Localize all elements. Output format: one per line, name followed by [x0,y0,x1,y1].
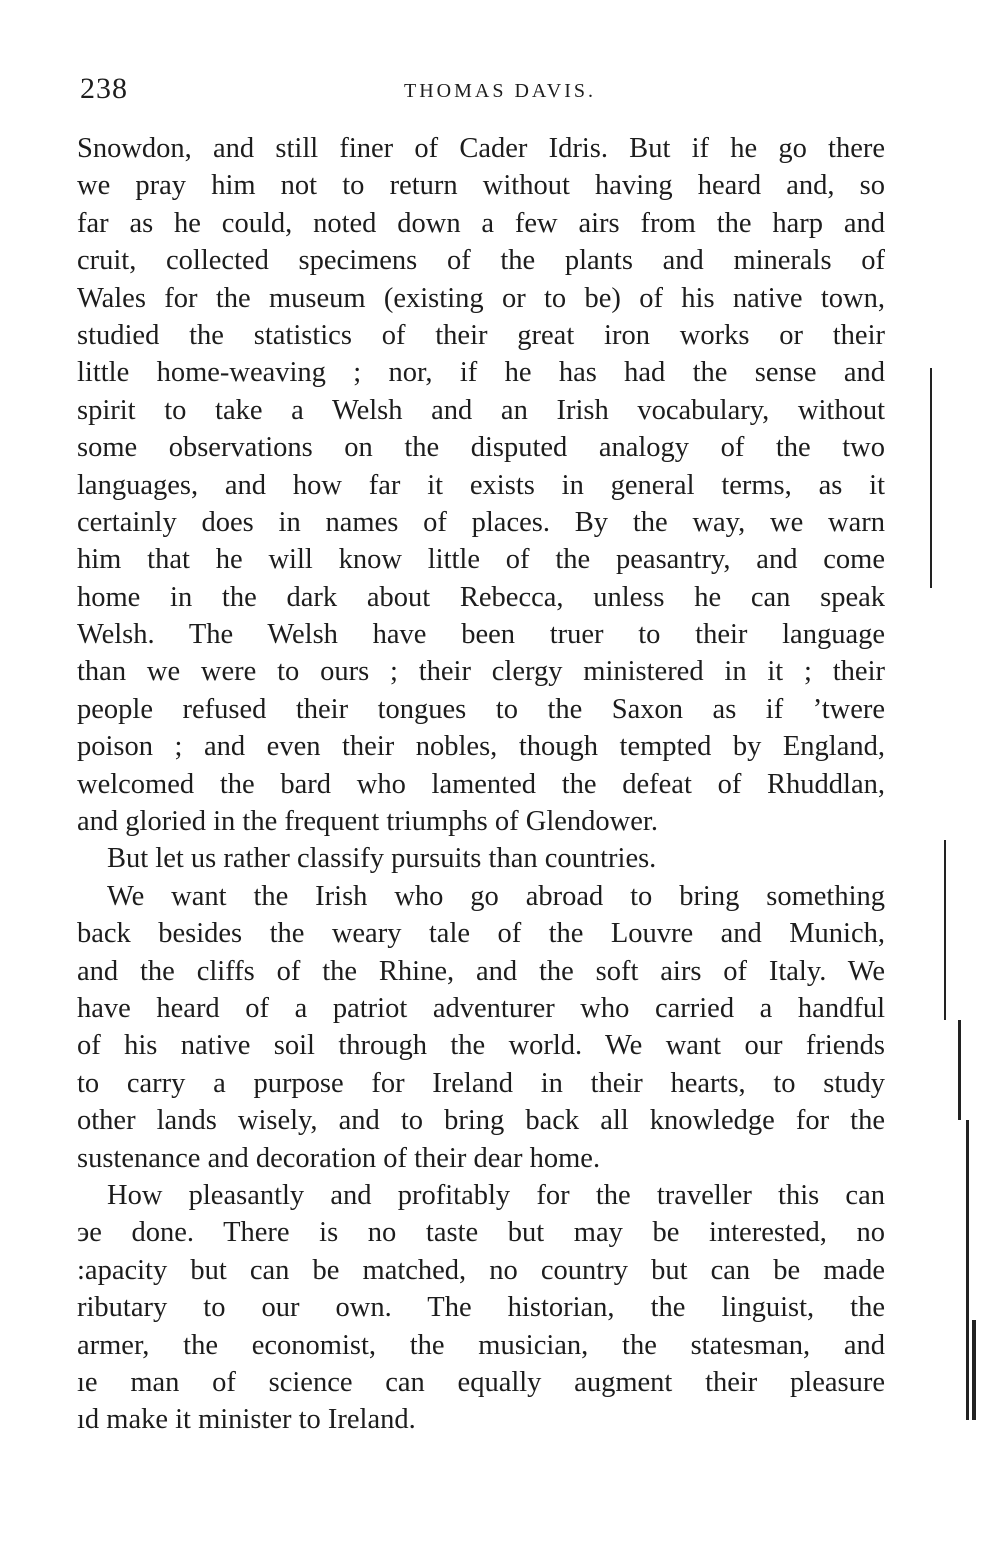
text-line: Wales for the museum (existing or to be) of his native town, [77,282,885,314]
text-line: We want the Irish who go abroad to bring something [107,880,885,912]
text-line: poison ; and even their nobles, though tempted by England, [77,731,885,763]
text-line: little home-weaving ; nor, if he has had the sense and [77,357,885,389]
text-line: spirit to take a Welsh and an Irish vocabulary, without [77,394,885,426]
text-line: Snowdon, and still finer of Cader Idris. But if he go there [77,133,885,164]
text-line: to carry a purpose for Ireland in their hearts, to study [77,1067,885,1099]
margin-scan-mark [930,368,932,588]
text-line: studied the statistics of their great iron works or their [77,319,885,351]
text-line: But let us rather classify pursuits than countries. [107,843,657,875]
text-line: than we were to ours ; their clergy ministered in it ; their [77,656,885,688]
margin-scan-mark [958,1020,961,1120]
text-line: cruit, collected specimens of the plants and minerals of [77,245,885,277]
running-head: THOMAS DAVIS. [404,80,596,102]
text-line: ributary to our own. The historian, the linguist, the [77,1292,885,1324]
text-line: home in the dark about Rebecca, unless he can speak [77,581,885,613]
text-line: back besides the weary tale of the Louvre and Munich, [77,918,885,950]
text-line: Welsh. The Welsh have been truer to their language [77,619,885,651]
text-line: sustenance and decoration of their dear home. [77,1142,601,1174]
text-line: we pray him not to return without having heard and, so [77,170,885,202]
text-line: other lands wisely, and to bring back all knowledge for the [77,1105,885,1137]
text-line: of his native soil through the world. We want our friends [77,1030,885,1062]
text-line: him that he will know little of the peasantry, and come [77,544,885,576]
margin-scan-mark [966,1120,969,1420]
text-line: have heard of a patriot adventurer who carried a handful [77,992,885,1024]
text-line: some observations on the disputed analogy of the two [77,432,885,464]
margin-scan-mark [972,1320,976,1420]
text-line: How pleasantly and profitably for the traveller this can [107,1179,885,1211]
text-line: armer, the economist, the musician, the statesman, and [77,1329,885,1361]
text-line: certainly does in names of places. By the way, we warn [77,506,885,538]
text-line: :apacity but can be matched, no country but can be made [77,1254,885,1286]
text-line: far as he could, noted down a few airs from the harp and [77,207,885,239]
page-number: 238 [80,72,128,105]
text-line: ıe man of science can equally augment their pleasure [77,1366,885,1398]
text-line: people refused their tongues to the Saxon as if ’twere [77,693,885,725]
body-text [77,130,885,1439]
text-line: эe done. There is no taste but may be interested, no [77,1217,885,1249]
margin-scan-mark [944,840,946,1020]
text-line: languages, and how far it exists in general terms, as it [77,469,885,501]
text-line: ıd make it minister to Ireland. [77,1404,416,1436]
text-line: and the cliffs of the Rhine, and the soft airs of Italy. We [77,955,885,987]
text-line: and gloried in the frequent triumphs of Glendower. [77,806,658,838]
text-line: welcomed the bard who lamented the defeat of Rhuddlan, [77,768,885,800]
